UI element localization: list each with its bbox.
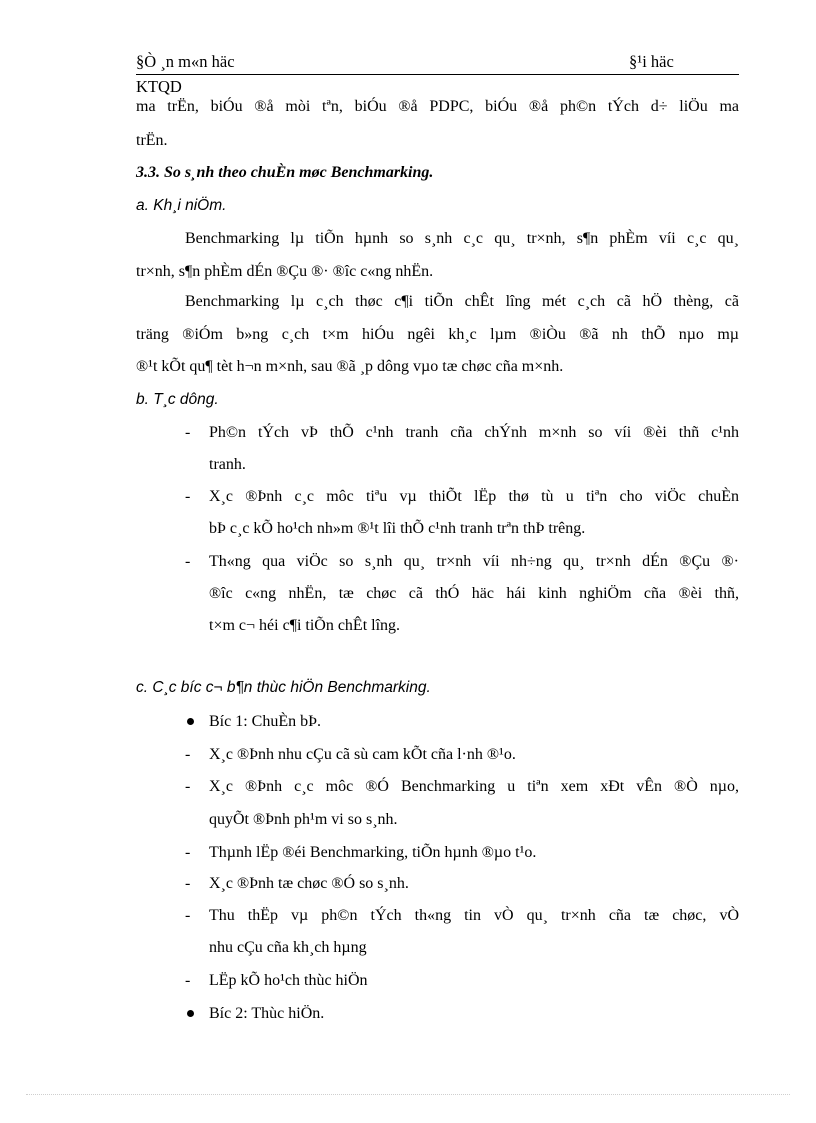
list-item-line: bÞ c¸c kÕ ho¹ch nh»m ®¹t lîi thÕ c¹nh tranh trªn thÞ trêng. (209, 520, 586, 537)
paragraph-line: Benchmarking lµ tiÕn hµnh so s¸nh c¸c qu¸ tr×nh, s¶n phÈm víi c¸c qu¸ (185, 230, 739, 247)
dash-marker: - (185, 553, 191, 570)
dash-marker: - (185, 875, 191, 892)
list-item-line: nhu cÇu cña kh¸ch hµng (209, 939, 367, 956)
dash-marker: - (185, 972, 191, 989)
dash-marker: - (185, 746, 191, 763)
subsection-heading: b. T¸c dông. (136, 391, 219, 408)
list-item-line: tranh. (209, 456, 246, 473)
paragraph-line: träng ®iÓm b»ng c¸ch t×m hiÓu ngêi kh¸c lµm ®iÒu ®ã nh thÕ nµo mµ (136, 326, 739, 343)
dash-marker: - (185, 844, 191, 861)
header-university: §¹i häc (629, 52, 674, 71)
list-item-line: Thµnh lËp ®éi Benchmarking, tiÕn hµnh ®µo t¹o. (209, 844, 537, 861)
list-item-line: Thu thËp vµ ph©n tÝch th«ng tin vÒ qu¸ tr×nh cña tæ chøc, vÒ (209, 907, 739, 924)
header-course-title: §Ò ¸n m«n häc (136, 52, 235, 71)
header-university-abbrev: KTQD (136, 77, 182, 96)
paragraph-line: Benchmarking lµ c¸ch thøc c¶i tiÕn chÊt lîng mét c¸ch cã hÖ thèng, cã (185, 293, 739, 310)
list-item-line: X¸c ®Þnh c¸c môc ®Ó Benchmarking u tiªn xem xÐt vÊn ®Ò nµo, (209, 778, 739, 795)
bullet-icon (187, 718, 194, 725)
paragraph-line: tr×nh, s¶n phÈm dÉn ®Çu ®· ®îc c«ng nhËn. (136, 263, 434, 280)
list-item-line: quyÕt ®Þnh ph¹m vi so s¸nh. (209, 811, 398, 828)
subsection-heading: c. C¸c bíc c¬ b¶n thùc hiÖn Benchmarking. (136, 679, 431, 696)
list-item-line: X¸c ®Þnh tæ chøc ®Ó so s¸nh. (209, 875, 409, 892)
list-item-line: ®îc c«ng nhËn, tæ chøc cã thÓ häc hái kinh nghiÖm cña ®èi thñ, (209, 585, 739, 602)
list-item-line: Th«ng qua viÖc so s¸nh qu¸ tr×nh víi nh÷ng qu¸ tr×nh dÉn ®Çu ®· (209, 553, 739, 570)
list-item-line: Ph©n tÝch vÞ thÕ c¹nh tranh cña chÝnh m×nh so víi ®èi thñ c¹nh (209, 424, 739, 441)
list-item-line: Bíc 2: Thùc hiÖn. (209, 1005, 325, 1022)
paragraph-line: ma trËn, biÓu ®å mòi tªn, biÓu ®å PDPC, biÓu ®å ph©n tÝch d÷ liÖu ma (136, 98, 739, 115)
list-item-line: Bíc 1: ChuÈn bÞ. (209, 713, 322, 730)
paragraph-line: trËn. (136, 132, 168, 149)
dash-marker: - (185, 488, 191, 505)
list-item-line: LËp kÕ ho¹ch thùc hiÖn (209, 972, 368, 989)
dash-marker: - (185, 907, 191, 924)
page-bottom-divider (26, 1094, 790, 1095)
subsection-heading: a. Kh¸i niÖm. (136, 197, 227, 214)
bullet-icon (187, 1010, 194, 1017)
list-item-line: X¸c ®Þnh c¸c môc tiªu vµ thiÕt lËp thø tù u tiªn cho viÖc chuÈn (209, 488, 739, 505)
page-header (136, 52, 739, 75)
dash-marker: - (185, 778, 191, 795)
section-heading: 3.3. So s¸nh theo chuÈn møc Benchmarking. (136, 164, 434, 181)
list-item-line: t×m c¬ héi c¶i tiÕn chÊt lîng. (209, 617, 401, 634)
list-item-line: X¸c ®Þnh nhu cÇu cã sù cam kÕt cña l·nh ®¹o. (209, 746, 516, 763)
dash-marker: - (185, 424, 191, 441)
paragraph-line: ®¹t kÕt qu¶ tèt h¬n m×nh, sau ®ã ¸p dông vµo tæ chøc cña m×nh. (136, 358, 564, 375)
